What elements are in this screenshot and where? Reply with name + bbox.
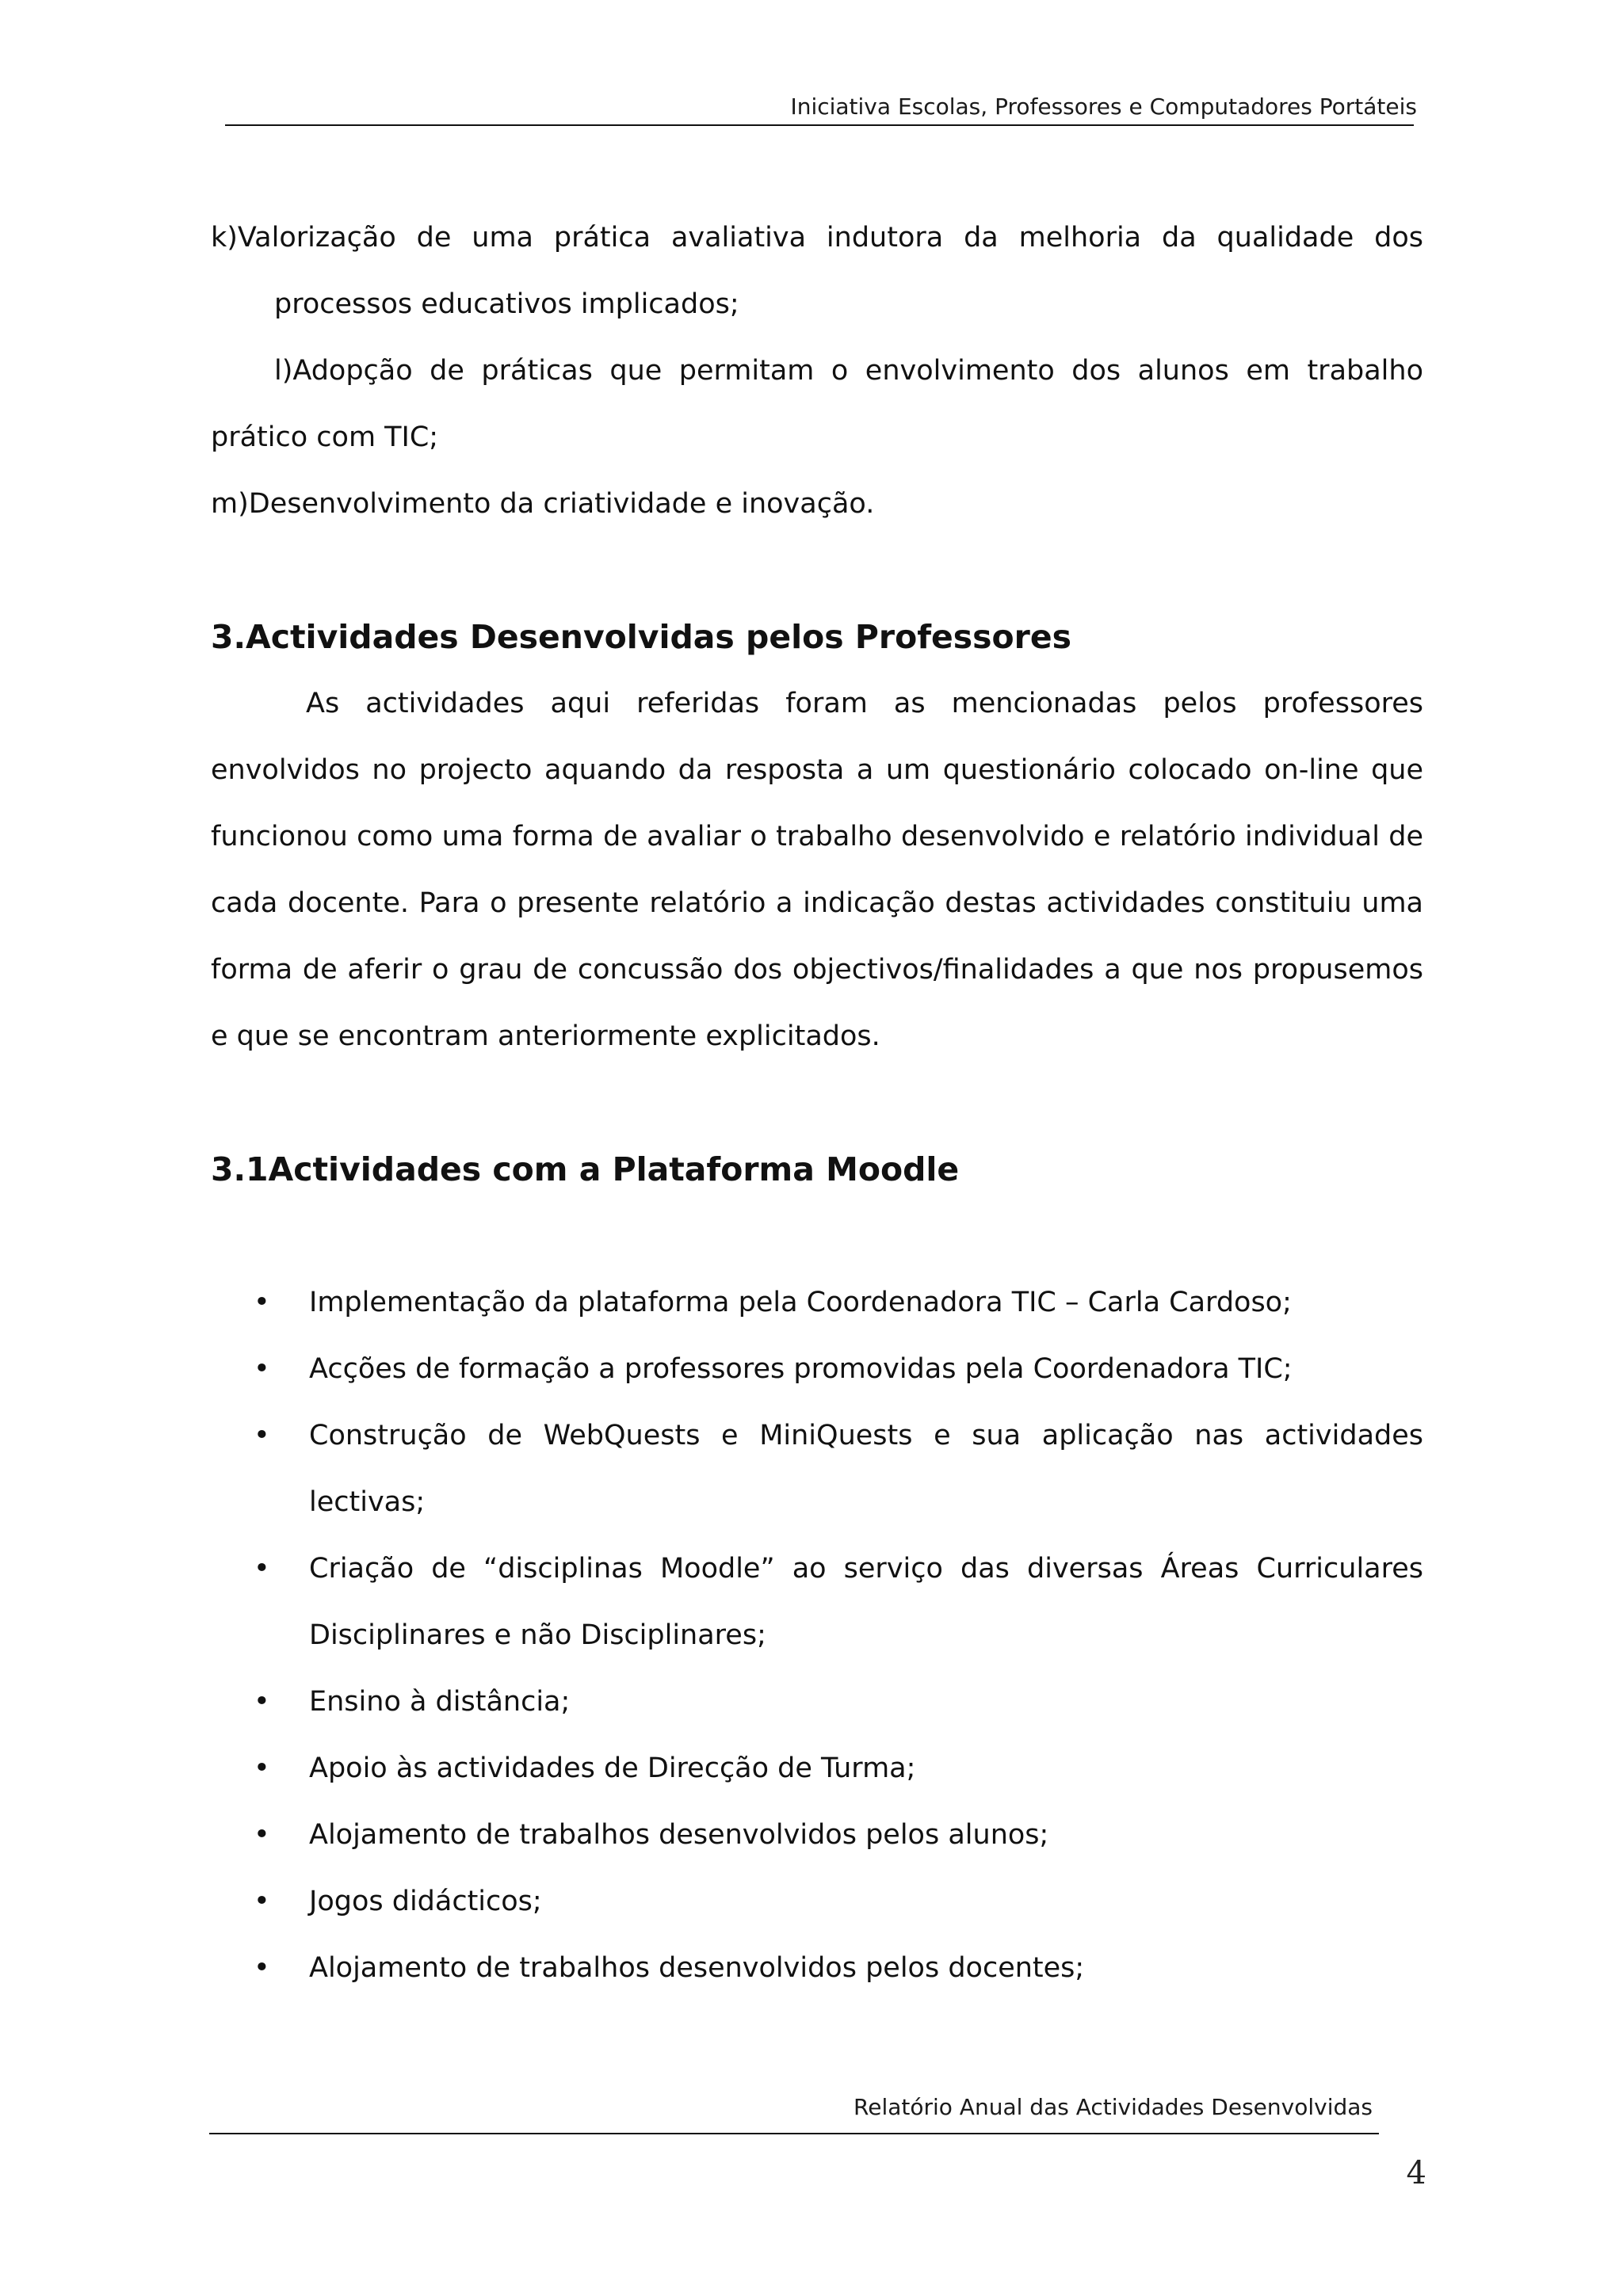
list-item: • Alojamento de trabalhos desenvolvidos pelos alunos; [211, 1802, 1423, 1868]
list-item: • Ensino à distância; [211, 1669, 1423, 1735]
running-footer: Relatório Anual das Actividades Desenvolvidas [854, 2094, 1373, 2120]
header-rule [225, 124, 1414, 126]
section-3-heading: 3.Actividades Desenvolvidas pelos Professores [211, 618, 1071, 656]
list-item: • Alojamento de trabalhos desenvolvidos pelos docentes; [211, 1935, 1423, 2001]
list-item-k: k)Valorização de uma prática avaliativa indutora da melhoria da qualidade dos [211, 222, 1423, 254]
list-item-m: m)Desenvolvimento da criatividade e inovação. [211, 488, 875, 520]
footer-rule [209, 2133, 1379, 2134]
section-3-1-heading: 3.1Actividades com a Plataforma Moodle [211, 1150, 960, 1188]
section-3-paragraph: As actividades aqui referidas foram as mencionadas pelos professores envolvidos no projecto aquando da resposta a um questionário colocado on-line que funcionou como uma forma de avaliar o trabalho desenvolvido e relatório individual de cada docente. Para o presente relatório a indicação destas actividades constituiu uma forma de aferir o grau de concussão dos objectivos/finalidades a que nos propusemos e que se encontram anteriormente explicitados. [211, 688, 1423, 1052]
list-item: • Jogos didácticos; [211, 1868, 1423, 1935]
list-item: • Criação de “disciplinas Moodle” ao serviço das diversas Áreas Curriculares Disciplinares e não Disciplinares; [211, 1535, 1423, 1669]
list-item: • Apoio às actividades de Direcção de Turma; [211, 1735, 1423, 1802]
moodle-activities-list [211, 1269, 1423, 2001]
list-item-l-continuation: prático com TIC; [211, 421, 439, 453]
list-item-k-continuation: processos educativos implicados; [274, 288, 739, 320]
list-item-l: l)Adopção de práticas que permitam o envolvimento dos alunos em trabalho [274, 355, 1423, 387]
page-body [211, 204, 1423, 2001]
list-item: • Implementação da plataforma pela Coordenadora TIC – Carla Cardoso; [211, 1269, 1423, 1336]
list-item: • Construção de WebQuests e MiniQuests e sua aplicação nas actividades lectivas; [211, 1402, 1423, 1535]
page-number: 4 [1406, 2155, 1426, 2191]
running-header: Iniciativa Escolas, Professores e Computadores Portáteis [790, 93, 1417, 120]
list-item: • Acções de formação a professores promovidas pela Coordenadora TIC; [211, 1336, 1423, 1402]
